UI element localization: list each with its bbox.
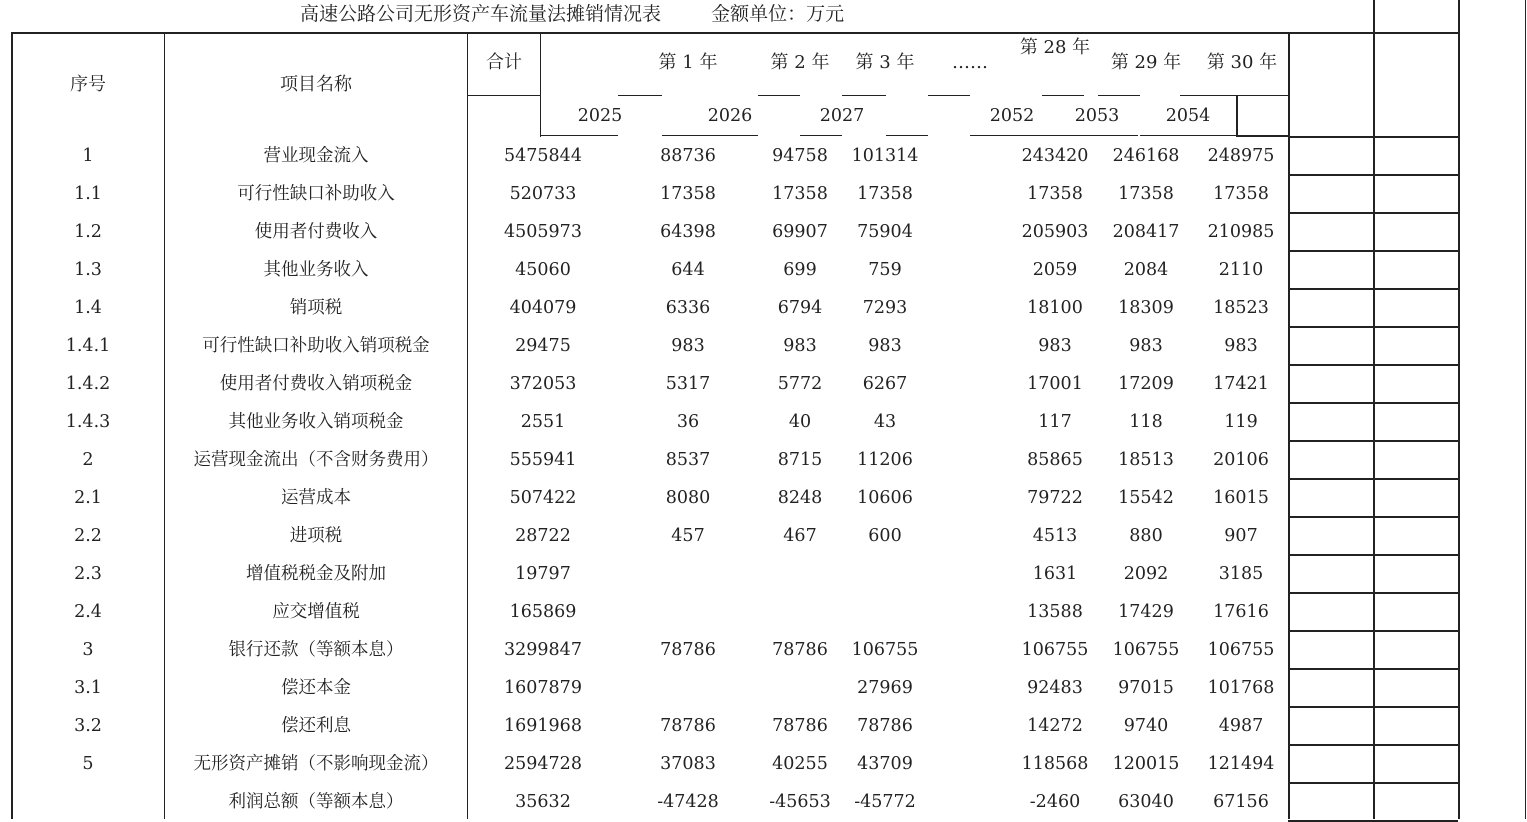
row-value: 4513 [1032, 526, 1078, 546]
row-value: 43709 [857, 754, 913, 774]
row-value: 983 [868, 336, 902, 356]
grid-line [618, 95, 662, 96]
row-seq: 3 [82, 640, 94, 660]
row-item-name: 偿还本金 [281, 678, 351, 698]
row-value: 36 [676, 412, 700, 432]
row-seq: 3.1 [74, 678, 102, 698]
grid-line [1288, 250, 1458, 252]
row-value: 17358 [1213, 184, 1269, 204]
row-seq: 1 [82, 146, 94, 166]
row-value [840, 555, 930, 593]
row-seq: 1.4.2 [65, 374, 111, 394]
row-value: 644 [671, 260, 705, 280]
title-text: 高速公路公司无形资产车流量法摊销情况表 [300, 3, 662, 25]
row-value: 101768 [1207, 678, 1275, 698]
row-item-name: 营业现金流入 [263, 146, 369, 166]
row-value: 5475844 [504, 146, 582, 166]
header-calendar-2026: 2026 [707, 106, 753, 126]
grid-line [1054, 135, 1138, 136]
row-value: 20106 [1213, 450, 1269, 470]
row-value: 78786 [857, 716, 913, 736]
grid-line [1288, 326, 1458, 328]
header-item-name: 项目名称 [280, 74, 352, 95]
row-value: 37083 [660, 754, 716, 774]
row-value: -2460 [1029, 792, 1081, 812]
header-calendar-2054: 2054 [1165, 106, 1211, 126]
row-value: 205903 [1021, 222, 1089, 242]
grid-line [1098, 95, 1140, 96]
row-value: 14272 [1027, 716, 1083, 736]
row-value: 1607879 [504, 678, 582, 698]
row-value: 40 [788, 412, 812, 432]
row-value: 983 [1224, 336, 1258, 356]
row-seq: 2.4 [74, 602, 102, 622]
grid-line [1288, 174, 1458, 176]
row-value: 79722 [1027, 488, 1083, 508]
row-value: 29475 [515, 336, 571, 356]
grid-line [1288, 744, 1458, 746]
grid-line [1288, 32, 1458, 34]
row-value: 457 [671, 526, 705, 546]
grid-line [1373, 0, 1375, 819]
row-item-name: 运营现金流出（不含财务费用） [193, 450, 439, 470]
row-seq: 2.2 [74, 526, 102, 546]
row-item-name: 增值税税金及附加 [246, 564, 386, 584]
row-value: 85865 [1027, 450, 1083, 470]
row-seq: 1.3 [74, 260, 102, 280]
grid-line [1288, 478, 1458, 480]
row-value: 210985 [1207, 222, 1275, 242]
row-value: 17429 [1118, 602, 1174, 622]
row-seq: 1.4.1 [65, 336, 111, 356]
row-seq: 5 [82, 754, 94, 774]
header-calendar-2053: 2053 [1074, 106, 1120, 126]
row-item-name: 其他业务收入 [263, 260, 369, 280]
row-value: 2059 [1032, 260, 1078, 280]
row-value: 4987 [1218, 716, 1264, 736]
row-value [755, 555, 845, 593]
grid-line [1288, 706, 1458, 708]
row-value: 28722 [515, 526, 571, 546]
header-year-30: 第 30 年 [1206, 52, 1278, 73]
row-seq: 1.1 [74, 184, 102, 204]
table-title [300, 0, 1060, 28]
row-value: 120015 [1112, 754, 1180, 774]
row-value: 17358 [1118, 184, 1174, 204]
row-value: 69907 [772, 222, 828, 242]
row-value: 35632 [515, 792, 571, 812]
row-value: 117 [1038, 412, 1072, 432]
row-value: -45653 [769, 792, 831, 812]
row-value: 6336 [665, 298, 711, 318]
row-value: 18523 [1213, 298, 1269, 318]
row-value: 243420 [1021, 146, 1089, 166]
row-value [643, 593, 733, 631]
grid-line [467, 95, 540, 96]
grid-line [1140, 135, 1238, 136]
row-value [755, 593, 845, 631]
row-value: 18100 [1027, 298, 1083, 318]
row-value: 18309 [1118, 298, 1174, 318]
row-value: 983 [671, 336, 705, 356]
grid-line [1288, 668, 1458, 670]
row-value: 45060 [515, 260, 571, 280]
row-value: 600 [868, 526, 902, 546]
row-value: 2551 [520, 412, 566, 432]
row-item-name: 使用者付费收入销项税金 [219, 374, 413, 394]
row-value: 7293 [862, 298, 908, 318]
grid-line [842, 95, 886, 96]
row-value: 2092 [1123, 564, 1169, 584]
row-value [755, 669, 845, 707]
grid-line [970, 135, 1054, 136]
grid-line [1288, 32, 1290, 819]
row-value: 907 [1224, 526, 1258, 546]
row-value: -45772 [854, 792, 916, 812]
row-value: 17358 [660, 184, 716, 204]
row-value [840, 593, 930, 631]
row-value: 106755 [1207, 640, 1275, 660]
row-value: 92483 [1027, 678, 1083, 698]
row-value: 78786 [772, 716, 828, 736]
row-value: 1691968 [504, 716, 582, 736]
row-value: 3299847 [504, 640, 582, 660]
row-value: 118 [1129, 412, 1163, 432]
row-item-name: 银行还款（等额本息） [228, 640, 404, 660]
grid-line [1236, 95, 1238, 136]
header-year-2: 第 2 年 [770, 52, 830, 73]
row-value: 699 [783, 260, 817, 280]
row-value: 880 [1129, 526, 1163, 546]
row-value: 40255 [772, 754, 828, 774]
row-seq: 1.4 [74, 298, 102, 318]
grid-line [1288, 630, 1458, 632]
unit-label: 金额单位：万元 [711, 3, 845, 25]
row-item-name: 偿还利息 [281, 716, 351, 736]
row-value: 208417 [1112, 222, 1180, 242]
grid-line [1288, 554, 1458, 556]
row-value: 78786 [660, 716, 716, 736]
row-value: 94758 [772, 146, 828, 166]
header-year-29: 第 29 年 [1110, 52, 1182, 73]
header-calendar-2052: 2052 [989, 106, 1035, 126]
row-value: 2594728 [504, 754, 582, 774]
row-value: 63040 [1118, 792, 1174, 812]
row-value: 119 [1224, 412, 1258, 432]
grid-line [540, 135, 618, 136]
grid-line [1288, 288, 1458, 290]
row-value: 17358 [857, 184, 913, 204]
header-total: 合计 [486, 52, 522, 73]
row-value: 983 [1129, 336, 1163, 356]
header-calendar-2025: 2025 [577, 106, 623, 126]
row-item-name: 使用者付费收入 [254, 222, 378, 242]
row-value: 1631 [1032, 564, 1078, 584]
header-ellipsis: …… [952, 52, 988, 73]
row-seq [13, 783, 163, 821]
row-value: 101314 [851, 146, 919, 166]
grid-line [1288, 136, 1458, 138]
row-value: 759 [868, 260, 902, 280]
row-value: 16015 [1213, 488, 1269, 508]
row-value: 121494 [1207, 754, 1275, 774]
row-value: 8537 [665, 450, 711, 470]
row-value: 13588 [1027, 602, 1083, 622]
row-value: 4505973 [504, 222, 582, 242]
row-value: 8080 [665, 488, 711, 508]
row-value: 2110 [1218, 260, 1264, 280]
row-item-name: 无形资产摊销（不影响现金流） [193, 754, 439, 774]
grid-line [467, 32, 468, 819]
row-seq: 2.1 [74, 488, 102, 508]
grid-line [1288, 402, 1458, 404]
row-seq: 2.3 [74, 564, 102, 584]
row-value: 17421 [1213, 374, 1269, 394]
grid-line [1180, 95, 1236, 96]
row-value: 15542 [1118, 488, 1174, 508]
row-value: 97015 [1118, 678, 1174, 698]
row-value: 555941 [509, 450, 577, 470]
row-value: 5317 [665, 374, 711, 394]
row-value: 106755 [851, 640, 919, 660]
grid-line [928, 95, 970, 96]
row-value: 6267 [862, 374, 908, 394]
row-seq: 1.4.3 [65, 412, 111, 432]
grid-line [1288, 516, 1458, 518]
row-seq: 1.2 [74, 222, 102, 242]
grid-line [800, 135, 842, 136]
row-value: 17616 [1213, 602, 1269, 622]
row-item-name: 进项税 [289, 526, 343, 546]
row-value: 372053 [509, 374, 577, 394]
grid-line [540, 32, 541, 137]
header-year-28 [1015, 36, 1095, 88]
row-value: 3185 [1218, 564, 1264, 584]
grid-line [1288, 440, 1458, 442]
grid-line [1458, 0, 1460, 819]
row-value [643, 555, 733, 593]
row-value: 8248 [777, 488, 823, 508]
row-value: 165869 [509, 602, 577, 622]
row-item-name: 可行性缺口补助收入销项税金 [202, 336, 430, 356]
row-value: 17358 [772, 184, 828, 204]
grid-line [1288, 592, 1458, 594]
row-value: 10606 [857, 488, 913, 508]
row-value: 78786 [660, 640, 716, 660]
grid-line [1525, 0, 1526, 819]
row-value: 6794 [777, 298, 823, 318]
row-value: 106755 [1021, 640, 1089, 660]
grid-line [886, 135, 928, 136]
row-value: 67156 [1213, 792, 1269, 812]
header-seq: 序号 [70, 74, 106, 95]
row-value: 404079 [509, 298, 577, 318]
grid-line [1288, 782, 1458, 784]
row-value: 507422 [509, 488, 577, 508]
row-item-name: 应交增值税 [272, 602, 360, 622]
row-value: 27969 [857, 678, 913, 698]
row-value: 106755 [1112, 640, 1180, 660]
row-value: 64398 [660, 222, 716, 242]
header-year-28-text: 第 28 年 [1019, 37, 1091, 58]
row-value [643, 669, 733, 707]
grid-line [1042, 95, 1084, 96]
header-year-1: 第 1 年 [658, 52, 718, 73]
row-value: 9740 [1123, 716, 1169, 736]
row-value: 118568 [1021, 754, 1089, 774]
grid-line [758, 95, 800, 96]
row-value: 88736 [660, 146, 716, 166]
row-value: 8715 [777, 450, 823, 470]
row-value: 18513 [1118, 450, 1174, 470]
row-item-name: 运营成本 [281, 488, 351, 508]
row-value: 983 [783, 336, 817, 356]
row-value: 11206 [857, 450, 913, 470]
row-value: -47428 [657, 792, 719, 812]
row-item-name: 销项税 [289, 298, 343, 318]
grid-line [1238, 95, 1288, 96]
row-value: 2084 [1123, 260, 1169, 280]
row-value: 983 [1038, 336, 1072, 356]
row-value: 43 [873, 412, 897, 432]
row-value: 246168 [1112, 146, 1180, 166]
row-value: 5772 [777, 374, 823, 394]
row-value: 75904 [857, 222, 913, 242]
row-seq: 3.2 [74, 716, 102, 736]
grid-line [1288, 212, 1458, 214]
row-item-name: 可行性缺口补助收入 [237, 184, 395, 204]
row-value: 78786 [772, 640, 828, 660]
row-item-name: 利润总额（等额本息） [228, 792, 404, 812]
grid-line [662, 135, 758, 136]
row-value: 520733 [509, 184, 577, 204]
header-calendar-2027: 2027 [819, 106, 865, 126]
row-value: 17001 [1027, 374, 1083, 394]
grid-line [11, 32, 1289, 34]
header-year-3: 第 3 年 [855, 52, 915, 73]
row-value: 19797 [515, 564, 571, 584]
row-item-name: 其他业务收入销项税金 [228, 412, 404, 432]
grid-line [1288, 364, 1458, 366]
row-seq: 2 [82, 450, 94, 470]
row-value: 17358 [1027, 184, 1083, 204]
row-value: 248975 [1207, 146, 1275, 166]
row-value: 467 [783, 526, 817, 546]
grid-line [164, 32, 165, 819]
row-value: 17209 [1118, 374, 1174, 394]
